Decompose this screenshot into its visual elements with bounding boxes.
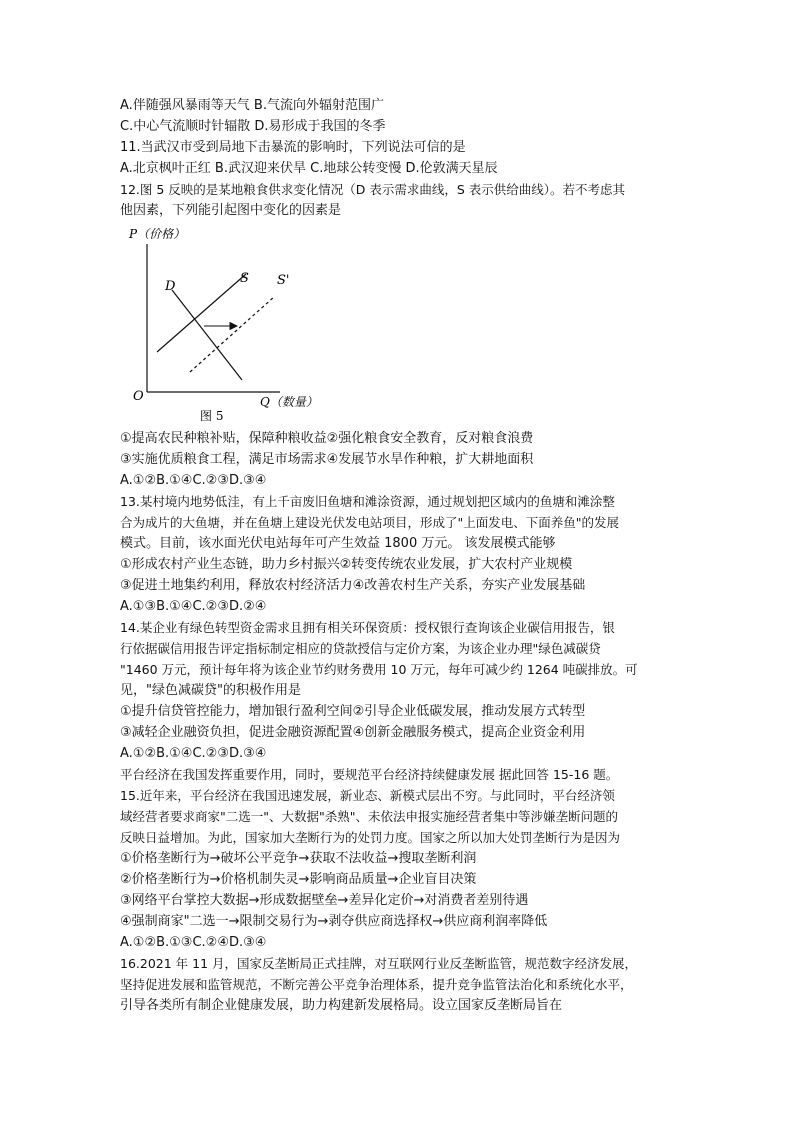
q14-option-line1: ①提升信贷管控能力，增加银行盈利空间②引导企业低碳发展，推动发展方式转型 <box>120 704 586 719</box>
q16-stem-line2: 坚持促进发展和监管规范，不断完善公平竞争治理体系，提升竞争监管法治化和系统化水平， <box>120 977 633 992</box>
q13-stem-line2: 合为成片的大鱼塘，并在鱼塘上建设光伏发电站项目，形成了"上面发电、下面养鱼"的发展 <box>120 515 620 530</box>
q11-options: A.北京枫叶正红 B.武汉迎来伏旱 C.地球公转变慢 D.伦敦满天星辰 <box>120 161 498 176</box>
q16-stem-line3: 引导各类所有制企业健康发展，助力构建新发展格局。设立国家反垄断局旨在 <box>120 998 563 1013</box>
q15-option-line1: ①价格垄断行为→破坏公平竞争→获取不法收益→搜取垄断利润 <box>120 851 477 866</box>
q14-stem-line2: 行依据碳信用报告评定指标制定相应的贷款授信与定价方案，为该企业办理"绿色减碳贷 <box>120 641 601 656</box>
q13-stem-line3: 模式。目前，该水面光伏电站每年可产生效益 1800 万元。 该发展模式能够 <box>120 536 556 551</box>
q15-stem-line1: 15.近年来，平台经济在我国迅速发展，新业态、新模式层出不穷。与此同时，平台经济领 <box>120 788 615 803</box>
q16-stem-line1: 16.2021 年 11 月，国家反垄断局正式挂牌，对互联网行业反垄断监管，规范数字经济发展， <box>120 956 638 971</box>
q14-option-line2: ③减轻企业融资负担，促进金融资源配置④创新金融服务模式，提高企业资金利用 <box>120 725 586 740</box>
q12-option-line2: ③实施优质粮食工程，满足市场需求④发展节水旱作种粮，扩大耕地面积 <box>120 452 534 467</box>
q14-answers: A.①②B.①④C.②③D.③④ <box>120 746 267 761</box>
q12-answers: A.①②B.①④C.②③D.③④ <box>120 473 267 488</box>
supply-label: S <box>240 271 249 286</box>
q15-option-line4: ④强制商家"二选一→限制交易行为→剥夺供应商选择权→供应商利润率降低 <box>120 914 548 929</box>
q12-option-line1: ①提高农民种粮补贴，保障种粮收益②强化粮食安全教育，反对粮食浪费 <box>120 431 534 446</box>
q15-option-line3: ③网络平台掌控大数据→形成数据壁垒→差异化定价→对消费者差别待遇 <box>120 893 529 908</box>
q12-stem-line2: 他因素，下列能引起图中变化的因素是 <box>120 203 342 218</box>
q13-stem-line1: 13.某村境内地势低洼，有上千亩废旧鱼塘和滩涂资源，通过规划把区域内的鱼塘和滩涂整 <box>120 494 615 509</box>
figure-caption: 图 5 <box>200 409 224 423</box>
q10-options-ab: A.伴随强风暴雨等天气 B.气流向外辐射范围广 <box>120 98 384 113</box>
q14-stem-line1: 14.某企业有绿色转型资金需求且拥有相关环保资质：授权银行查询该企业碳信用报告，银 <box>120 620 615 635</box>
origin-label: O <box>133 389 144 404</box>
q15-16-intro: 平台经济在我国发挥重要作用，同时，要规范平台经济持续健康发展 据此回答 15-16 题。 <box>120 767 619 782</box>
q12-stem-line1: 12.图 5 反映的是某地粮食供求变化情况（D 表示需求曲线，S 表示供给曲线）。若不考虑其 <box>120 182 626 197</box>
demand-label: D <box>165 279 176 294</box>
q13-option-line2: ③促进土地集约利用，释放农村经济活力④改善农村生产关系，夯实产业发展基础 <box>120 578 586 593</box>
q11-stem: 11.当武汉市受到局地下击暴流的影响时，下列说法可信的是 <box>120 140 466 155</box>
q15-stem-line3: 反映日益增加。为此，国家加大垄断行为的处罚力度。国家之所以加大处罚垄断行为是因为 <box>120 830 621 845</box>
y-axis-label: P（价格） <box>129 227 186 241</box>
q15-stem-line2: 域经营者要求商家"二选一"、大数据"杀熟"、未依法申报实施经营者集中等涉嫌垄断问题的 <box>120 809 618 824</box>
new-supply-curve <box>190 296 275 372</box>
q14-stem-line3: "1460 万元，预计每年将为该企业节约财务费用 10 万元，每年可减少约 1264 吨碳排放。可 <box>120 662 638 677</box>
q15-option-line2: ②价格垄断行为→价格机制失灵→影响商品质量→企业盲目决策 <box>120 872 477 887</box>
q13-answers: A.①③B.①④C.②③D.②④ <box>120 599 267 614</box>
q14-stem-line4: 见，"绿色减碳贷"的积极作用是 <box>120 683 301 698</box>
new-supply-label: S' <box>277 273 290 288</box>
figure-5-supply-demand <box>120 222 320 432</box>
q15-answers: A.①②B.①③C.②④D.③④ <box>120 935 267 950</box>
q13-option-line1: ①形成农村产业生态链，助力乡村振兴②转变传统农业发展，扩大农村产业规模 <box>120 557 573 572</box>
x-axis-label: Q（数量） <box>260 395 318 409</box>
q10-options-cd: C.中心气流顺时针辐散 D.易形成于我国的冬季 <box>120 119 386 134</box>
